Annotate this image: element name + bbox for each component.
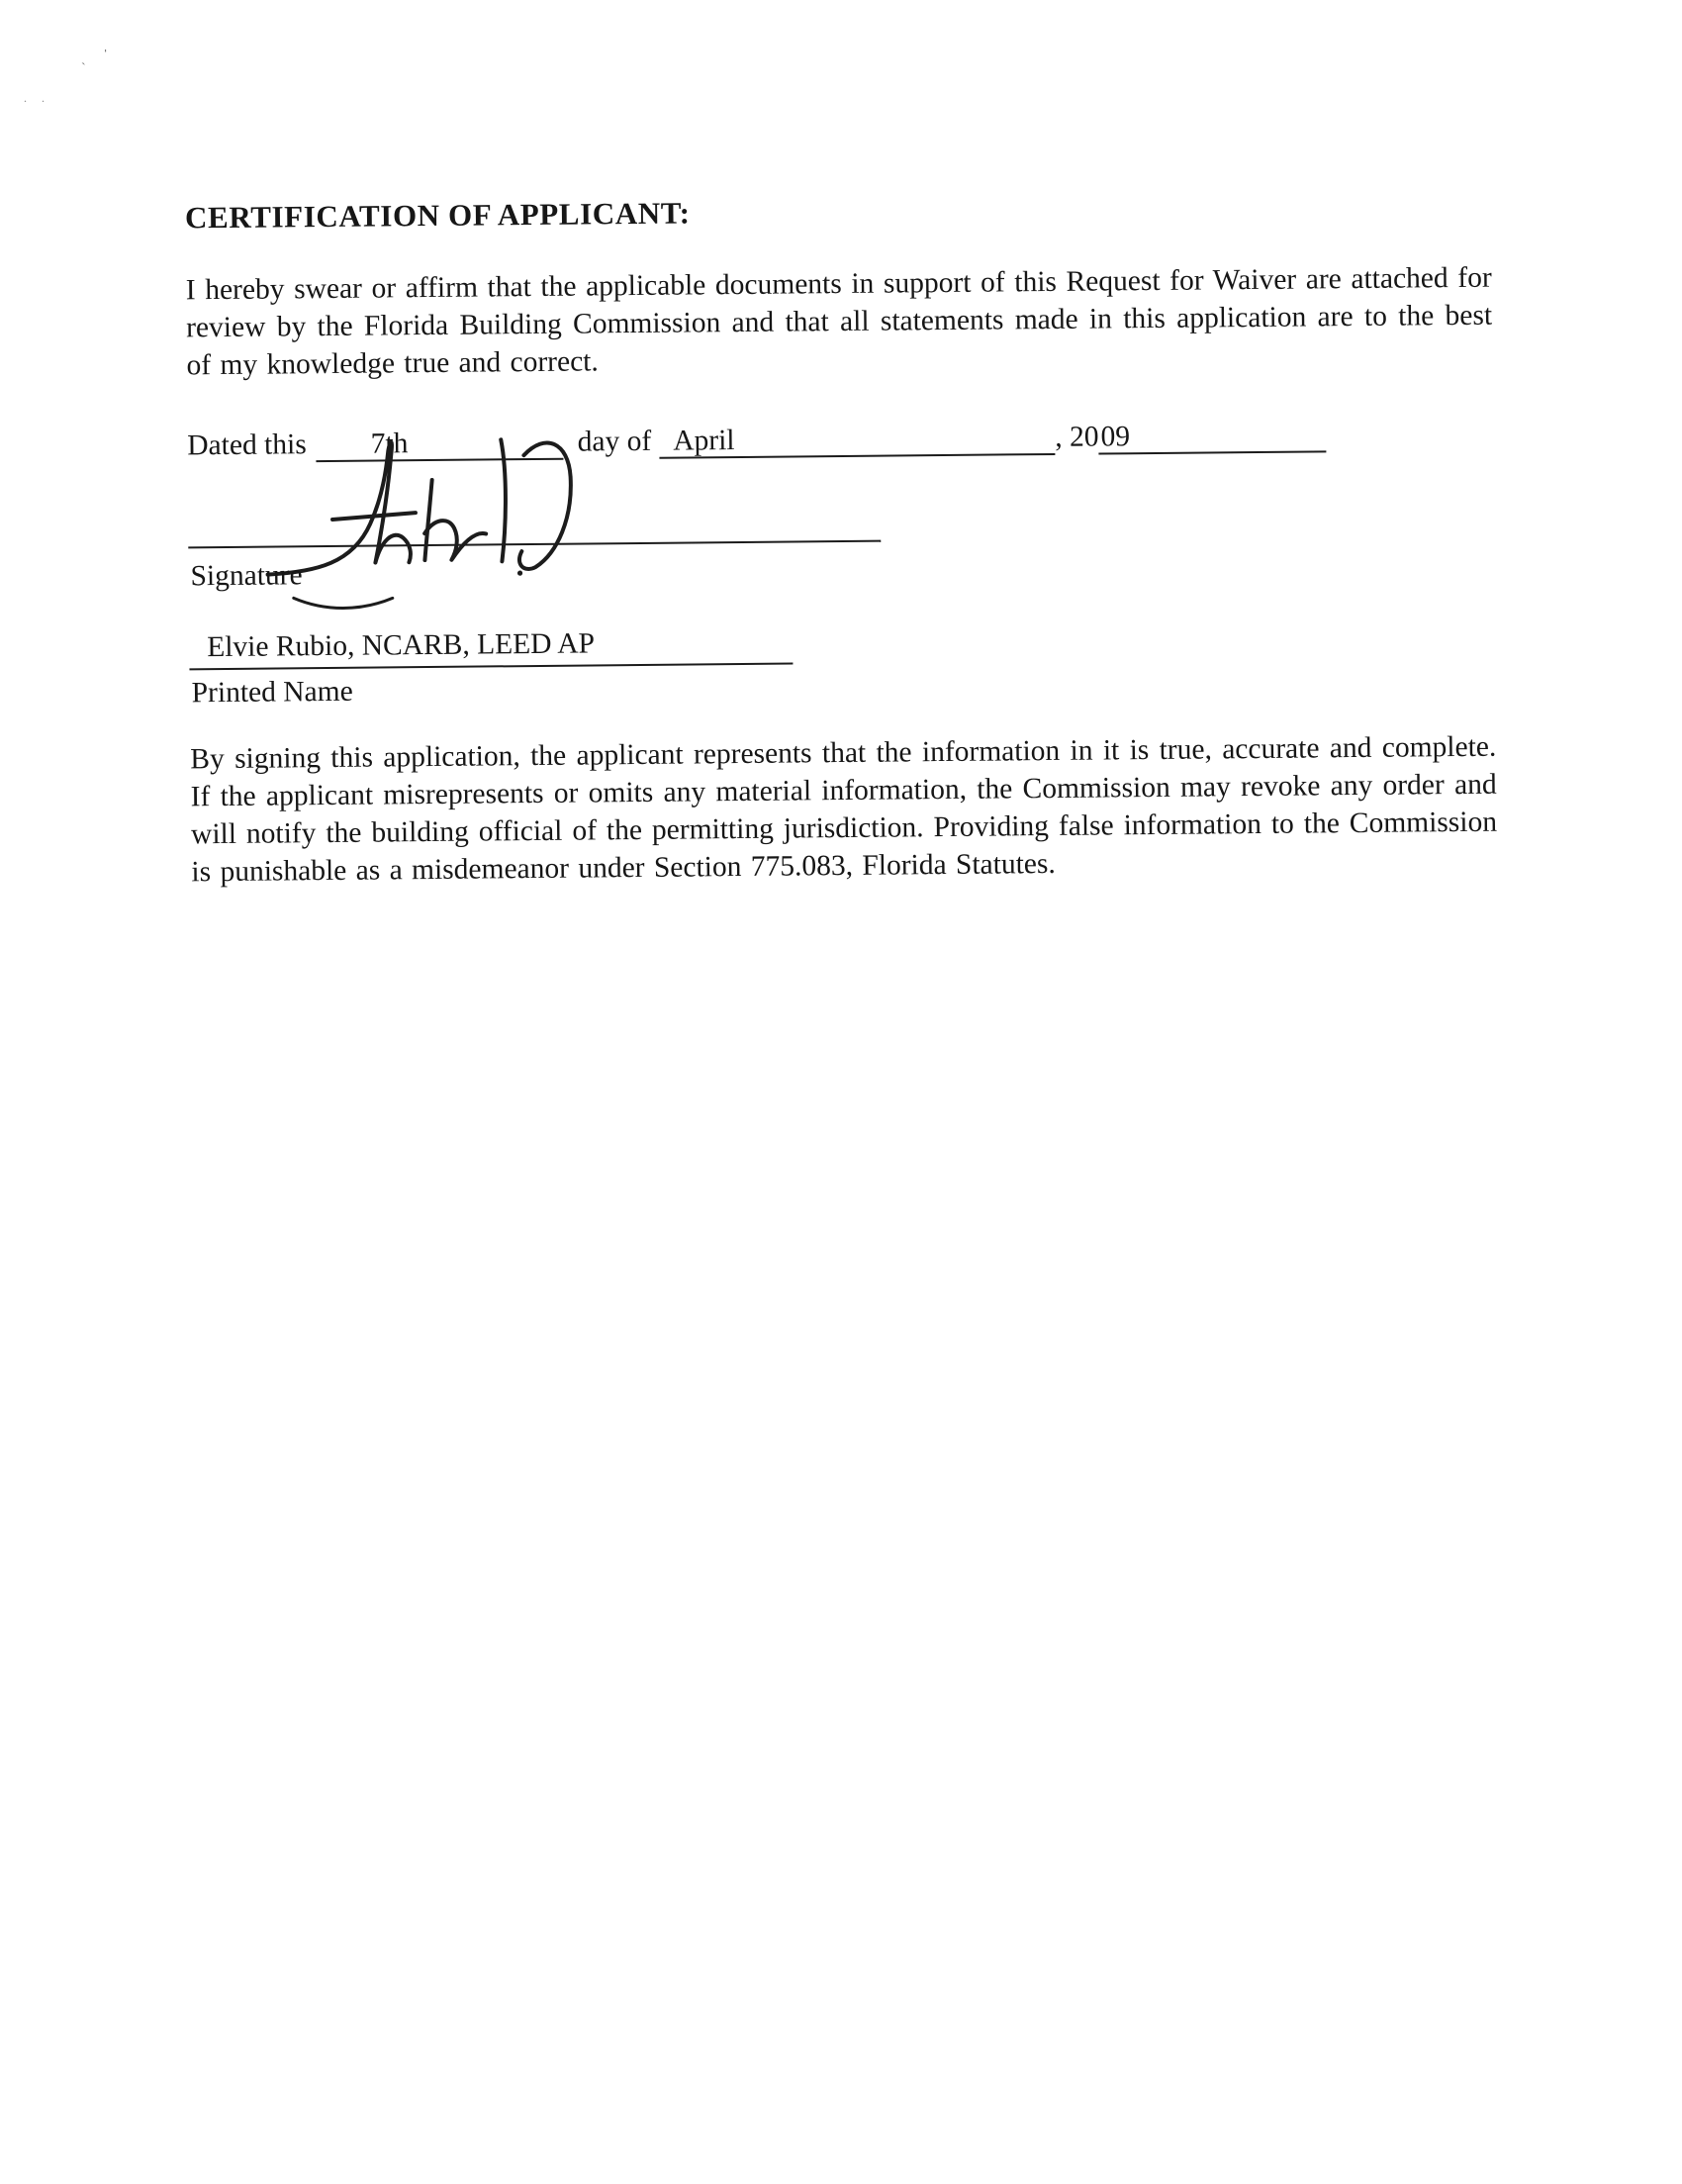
scan-speckle: ˈ — [103, 47, 109, 64]
scan-speckle: ˋ — [81, 61, 86, 76]
signature-label: Signature — [190, 559, 303, 593]
dated-year-field: 09 — [1098, 419, 1326, 454]
scan-speckle: . . — [24, 91, 50, 105]
printed-name-value: Elvie Rubio, NCARB, LEED AP — [189, 626, 793, 671]
document-title: CERTIFICATION OF APPLICANT: — [184, 195, 691, 236]
dated-year-prefix: , 20 — [1055, 421, 1099, 453]
handwritten-signature-scribble — [264, 420, 741, 617]
dated-day-field: 7th — [317, 427, 564, 462]
dated-month-field: April — [659, 422, 1055, 459]
dated-prefix-label: Dated this — [187, 428, 307, 462]
certification-intro-paragraph: I hereby swear or affirm that the applicable documents in support of this Request for Waiver are attached for review by the Florida Building Commission and that all statements made in this application are to the best of my knowledge true and correct. — [185, 261, 1493, 382]
dated-connector-label: day of — [577, 425, 652, 458]
printed-name-label: Printed Name — [191, 675, 353, 710]
legal-notice-paragraph: By signing this application, the applicant represents that the information in it is true, accurate and complete. If the applicant misrepresents or omits any material information, the Commission may revoke any order and will notify the building official of the permitting jurisdiction. Providing false information to the Commission is punishable as a misdemeanor under Section 775.083, Florida Statutes. — [190, 730, 1498, 889]
printed-name-line — [189, 626, 793, 671]
